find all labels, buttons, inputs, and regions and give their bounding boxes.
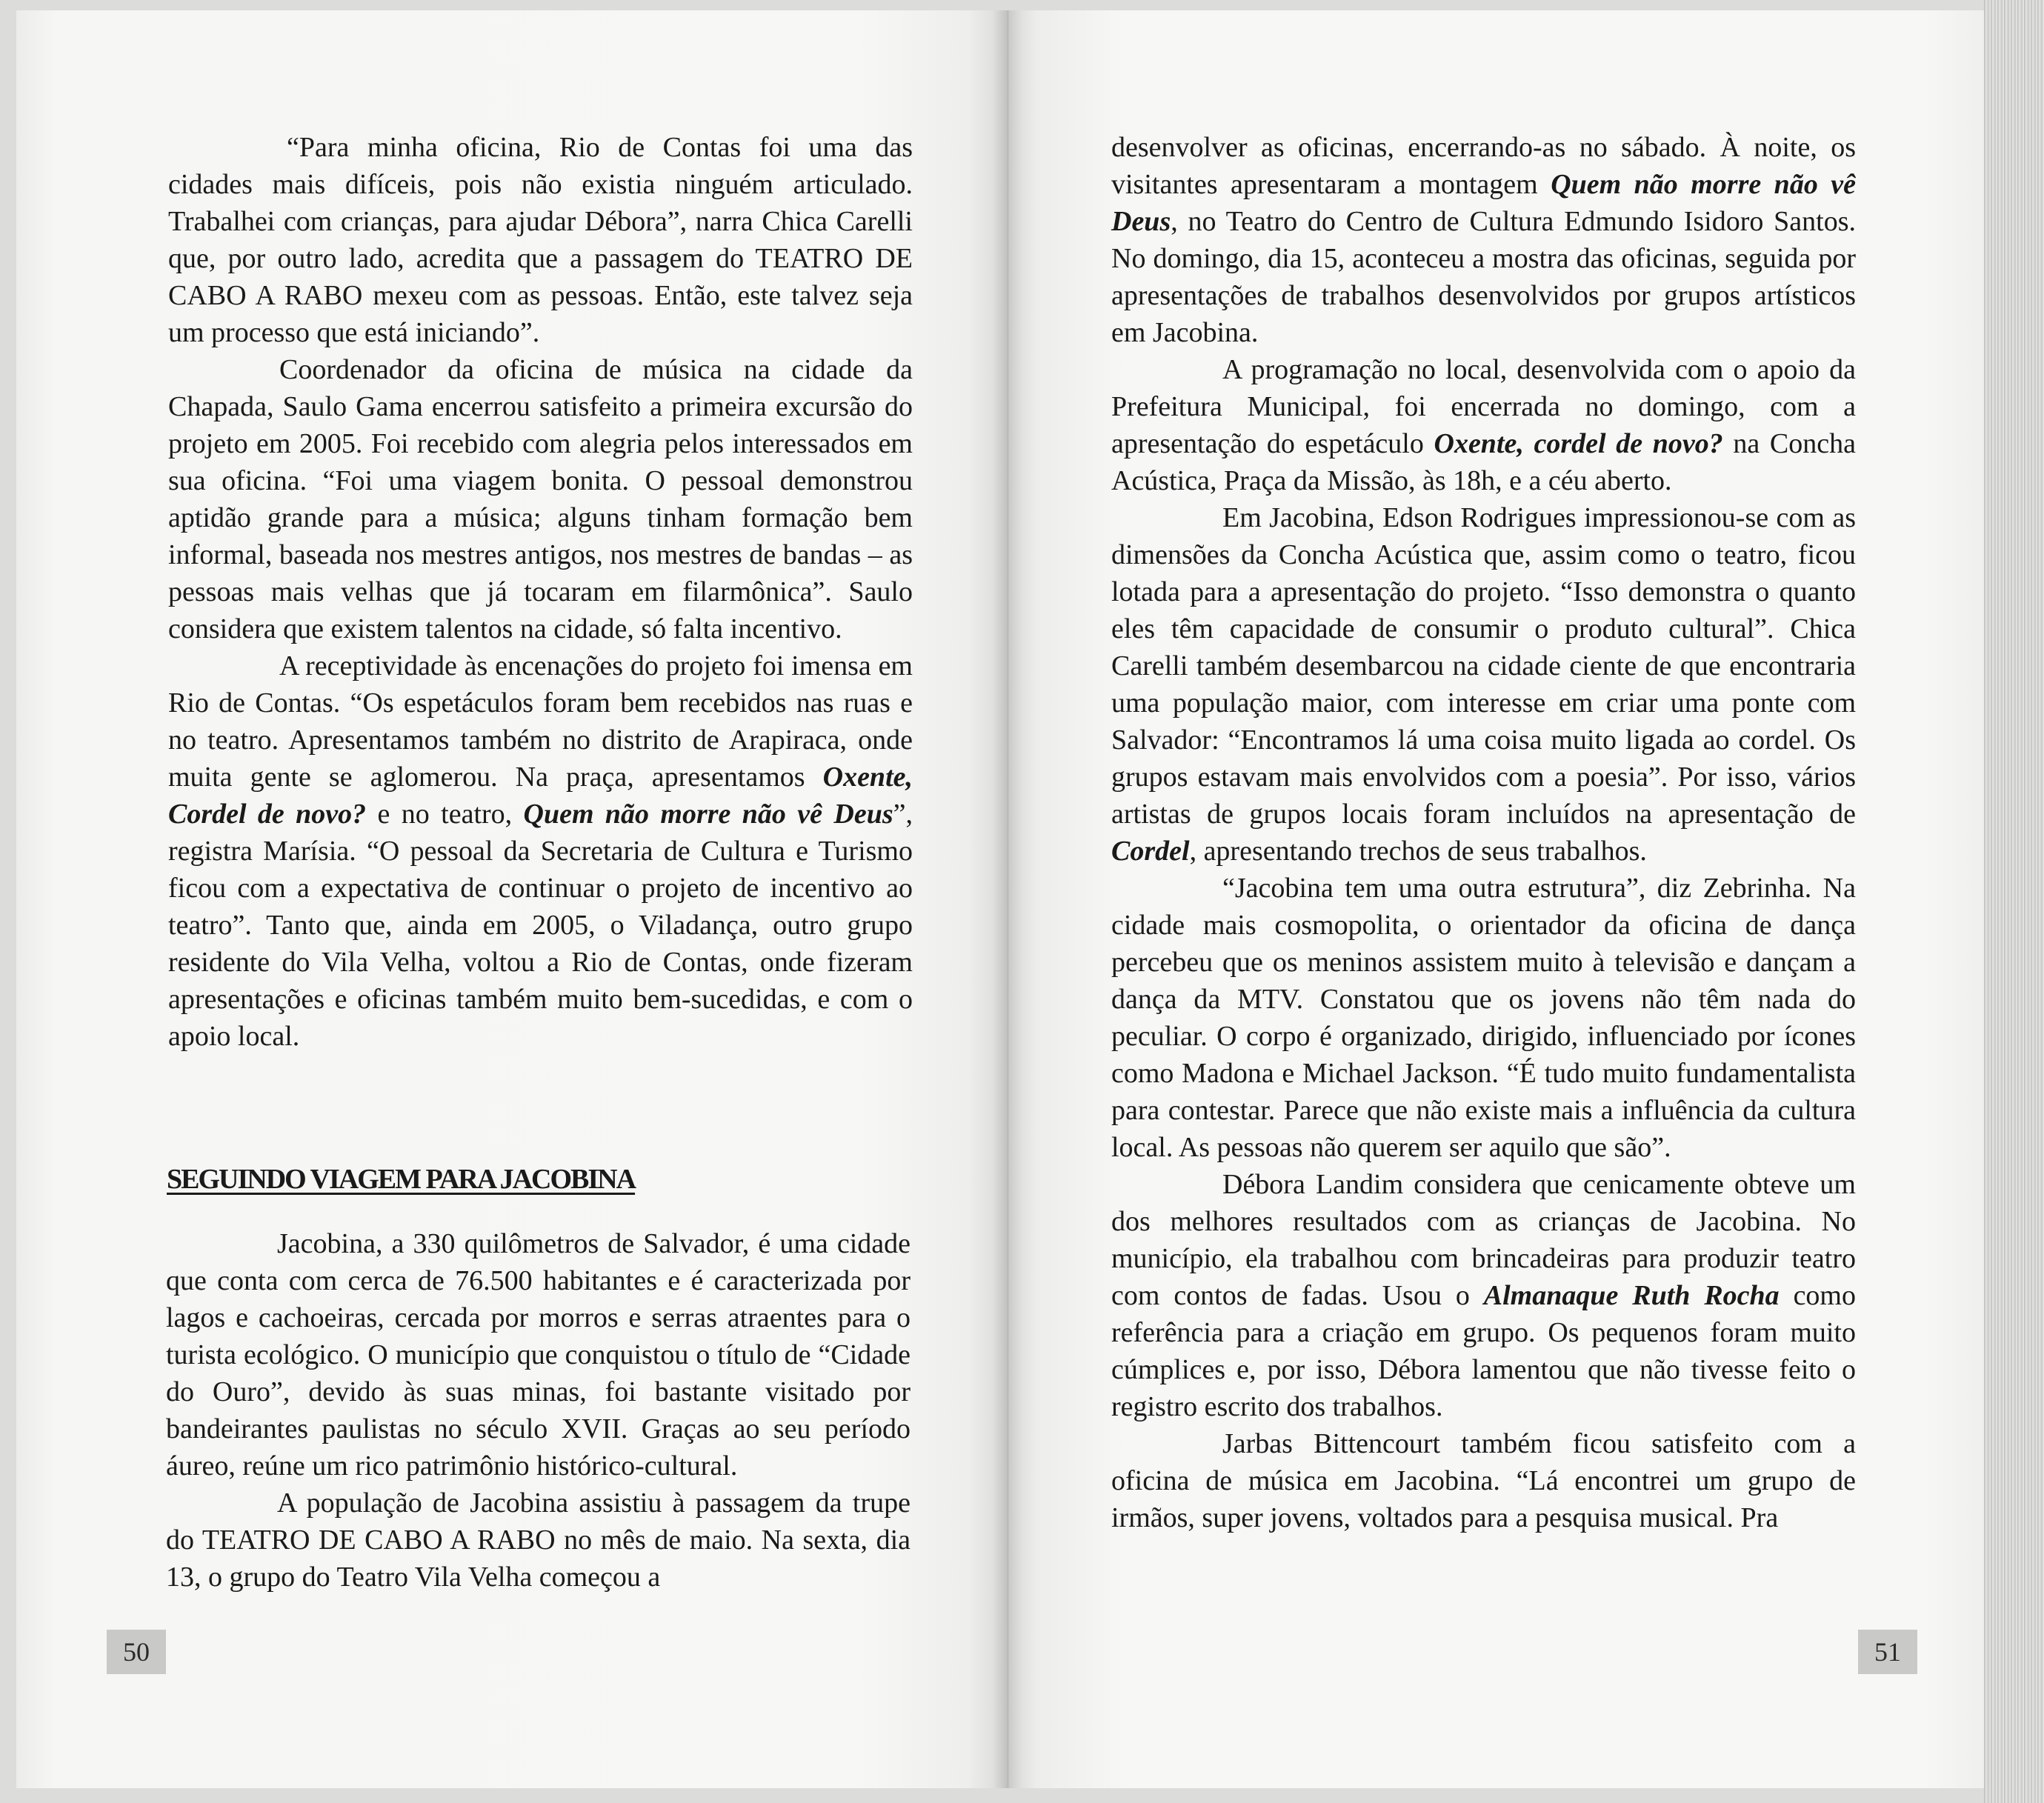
- book-spine: [993, 10, 1022, 1788]
- right-page-body: [1111, 129, 1856, 1536]
- italic-title: Almanaque Ruth Rocha: [1483, 1280, 1780, 1311]
- italic-title: Cordel: [1111, 836, 1190, 867]
- italic-title: Oxente, cordel de novo?: [1434, 428, 1723, 459]
- paragraph: “Para minha oficina, Rio de Contas foi uma das cidades mais difíceis, pois não existia ninguém articulado. Trabalhei com crianças, para ajudar Débora”, narra Chica Carelli que, por outro lado, acredita que a passagem do TEATRO DE CABO A RABO mexeu com as pessoas. Então, este talvez seja um processo que está iniciando”.: [168, 132, 913, 348]
- italic-title: Oxente, Cordel de novo?: [168, 761, 913, 830]
- paragraph: desenvolver as oficinas, encerrando-as no sábado. À noite, os visitantes apresentaram a montagem Quem não morre não vê Deus, no Teatro do Centro de Cultura Edmundo Isidoro Santos. No domingo, dia 15, aconteceu a mostra das oficinas, seguida por apresentações de trabalhos desenvolvidos por grupos artísticos em Jacobina.: [1111, 132, 1857, 348]
- paragraph: Jacobina, a 330 quilômetros de Salvador, é uma cidade que conta com cerca de 76.500 habitantes e é caracterizada por lagos e cachoeiras, cercada por morros e serras atraentes para o turista ecológico. O município que conquistou o título de “Cidade do Ouro”, devido às suas minas, foi bastante visitado por bandeirantes paulistas no século XVII. Graças ao seu período áureo, reúne um rico patrimônio histórico-cultural.: [166, 1228, 911, 1482]
- paragraph: Débora Landim considera que cenicamente obteve um dos melhores resultados com as crianças de Jacobina. No município, ela trabalhou com brincadeiras para produzir teatro com contos de fadas. Usou o Almanaque Ruth Rocha como referência para a criação em grupo. Os pequenos foram muito cúmplices e, por isso, Débora lamentou que não tivesse feito o registro escrito dos trabalhos.: [1111, 1169, 1856, 1422]
- right-page: [1008, 10, 1984, 1788]
- italic-title: Quem não morre não vê Deus: [1111, 169, 1857, 237]
- left-page-body: [168, 129, 913, 1055]
- left-page: [16, 10, 1008, 1788]
- section-heading: SEGUINDO VIAGEM PARA JACOBINA: [167, 1164, 636, 1195]
- paragraph: Em Jacobina, Edson Rodrigues impressionou-se com as dimensões da Concha Acústica que, assim como o teatro, ficou lotada para a apresentação do projeto. “Isso demonstra o quanto eles têm capacidade de consumir o produto cultural”. Chica Carelli também desembarcou na cidade ciente de que encontraria uma população maior, com interesse em criar uma ponte com Salvador: “Encontramos lá uma coisa muito ligada ao cordel. Os grupos estavam mais envolvidos com a poesia”. Por isso, vários artistas de grupos locais foram incluídos na apresentação de Cordel, apresentando trechos de seus trabalhos.: [1111, 502, 1856, 867]
- paragraph: A receptividade às encenações do projeto foi imensa em Rio de Contas. “Os espetáculos foram bem recebidos nas ruas e no teatro. Apresentamos também no distrito de Arapiraca, onde muita gente se aglomerou. Na praça, apresentamos Oxente, Cordel de novo? e no teatro, Quem não morre não vê Deus”, registra Marísia. “O pessoal da Secretaria de Cultura e Turismo ficou com a expectativa de continuar o projeto de incentivo ao teatro”. Tanto que, ainda em 2005, o Viladança, outro grupo residente do Vila Velha, voltou a Rio de Contas, onde fizeram apresentações e oficinas também muito bem-sucedidas, e com o apoio local.: [168, 650, 913, 1052]
- paragraph: A programação no local, desenvolvida com o apoio da Prefeitura Municipal, foi encerrada no domingo, com a apresentação do espetáculo Oxente, cordel de novo? na Concha Acústica, Praça da Missão, às 18h, e a céu aberto.: [1111, 354, 1856, 496]
- page-number: 51: [1858, 1630, 1917, 1674]
- left-page-section-body: [166, 1225, 911, 1596]
- paragraph: Coordenador da oficina de música na cidade da Chapada, Saulo Gama encerrou satisfeito a primeira excursão do projeto em 2005. Foi recebido com alegria pelos interessados em sua oficina. “Foi uma viagem bonita. O pessoal demonstrou aptidão grande para a música; alguns tinham formação bem informal, baseada nos mestres antigos, nos mestres de bandas – as pessoas mais velhas que já tocaram em filarmônica”. Saulo considera que existem talentos na cidade, só falta incentivo.: [168, 354, 913, 644]
- paragraph: Jarbas Bittencourt também ficou satisfeito com a oficina de música em Jacobina. “Lá encontrei um grupo de irmãos, super jovens, voltados para a pesquisa musical. Pra: [1111, 1428, 1856, 1533]
- paragraph: A população de Jacobina assistiu à passagem da trupe do TEATRO DE CABO A RABO no mês de maio. Na sexta, dia 13, o grupo do Teatro Vila Velha começou a: [166, 1487, 911, 1593]
- paragraph: “Jacobina tem uma outra estrutura”, diz Zebrinha. Na cidade mais cosmopolita, o orientador da oficina de dança percebeu que os meninos assistem muito à televisão e dançam a dança da MTV. Constatou que os jovens não têm nada do peculiar. O corpo é organizado, dirigido, influenciado por ícones como Madona e Michael Jackson. “É tudo muito fundamentalista para contestar. Parece que não existe mais a influência da cultura local. As pessoas não querem ser aquilo que são”.: [1111, 873, 1856, 1163]
- italic-title: Quem não morre não vê Deus: [523, 799, 893, 830]
- page-number: 50: [107, 1630, 166, 1674]
- page-edges: [1984, 0, 2044, 1803]
